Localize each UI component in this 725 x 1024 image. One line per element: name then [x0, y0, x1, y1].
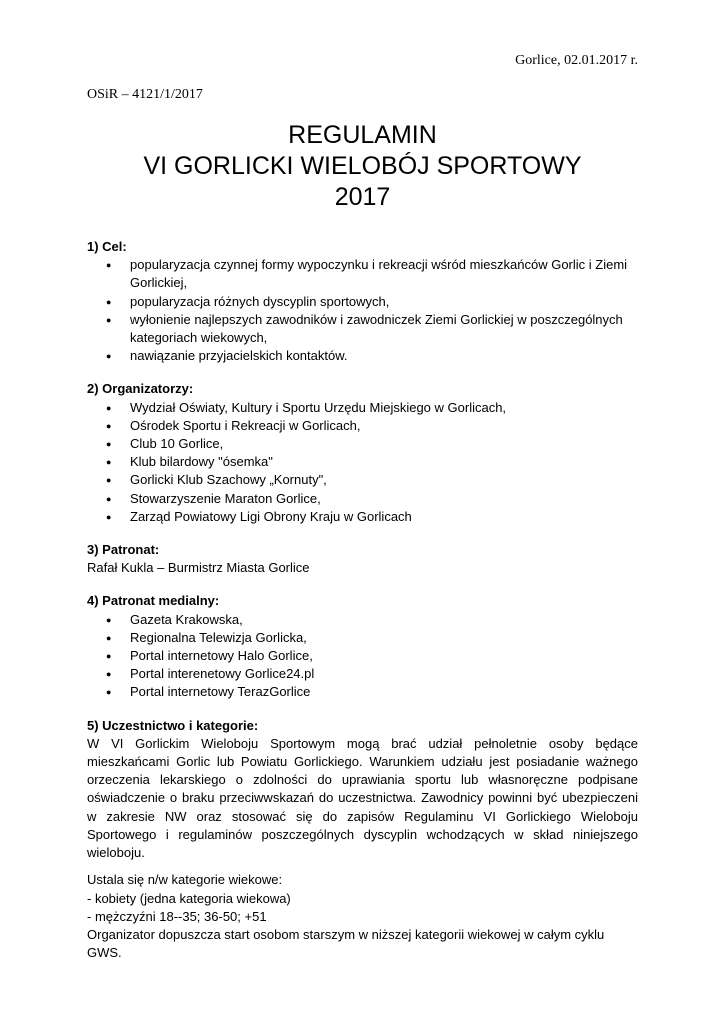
list-item: [87, 293, 638, 311]
list-item: [87, 435, 638, 453]
list-item: [87, 665, 638, 683]
document-date: Gorlice, 02.01.2017 r.: [515, 53, 638, 68]
document-title: [0, 120, 725, 213]
bullet-icon: ●: [106, 614, 112, 625]
bullet-icon: ●: [106, 351, 112, 362]
bullet-icon: ●: [106, 511, 112, 522]
list-item-text: Portal internetowy TerazGorlice: [130, 684, 311, 700]
list-item-text: Wydział Oświaty, Kultury i Sportu Urzędu Miejskiego w Gorlicach,: [130, 399, 507, 415]
participation-paragraph: W VI Gorlickim Wieloboju Sportowym mogą brać udział pełnoletnie osoby będące mieszkańcami Gorlic lub Powiatu Gorlickiego. Warunkiem udziału jest posiadanie ważnego orzeczenia lekarskiego o zdolności do uprawiania sportu lub własnoręczne podpisane oświadczenie o braku przeciwwskazań do uczestnictwa. Zawodnicy powinni być ubezpieczeni w zakresie NW oraz stosować się do zapisów Regulaminu VI Gorlickiego Wieloboju Sportowego i regulaminów poszczególnych dyscyplin wchodzących w skład niniejszego wieloboju.: [87, 735, 638, 861]
list-item-text: Portal interenetowy Gorlice24.pl: [130, 666, 315, 682]
bullet-icon: ●: [106, 402, 112, 413]
category-men: - mężczyźni 18--35; 36-50; +51: [87, 908, 267, 924]
list-item: [87, 683, 638, 701]
list-item-text: wyłonienie najlepszych zawodników i zawodniczek Ziemi Gorlickiej w poszczególnych kategoriach wiekowych,: [130, 311, 623, 346]
list-item-text: Klub bilardowy "ósemka": [130, 454, 273, 470]
list-item: [87, 611, 638, 629]
section-heading: 1) Cel:: [87, 239, 127, 254]
bullet-icon: ●: [106, 457, 112, 468]
list-item-text: nawiązanie przyjacielskich kontaktów.: [130, 348, 348, 364]
section-heading: 3) Patronat:: [87, 542, 160, 558]
document-reference-number: OSiR – 4121/1/2017: [87, 87, 203, 102]
organizers-list: [87, 399, 638, 526]
list-item-text: Portal internetowy Halo Gorlice,: [130, 648, 313, 664]
list-item: [87, 508, 638, 526]
bullet-icon: ●: [106, 296, 112, 307]
section-organizers: [87, 380, 638, 526]
list-item-text: Regionalna Telewizja Gorlicka,: [130, 629, 307, 645]
list-item: [87, 647, 638, 665]
title-line-3: 2017: [334, 183, 391, 211]
list-item: [87, 417, 638, 435]
bullet-icon: ●: [106, 260, 112, 271]
section-heading: 2) Organizatorzy:: [87, 381, 194, 397]
list-item-text: Stowarzyszenie Maraton Gorlice,: [130, 490, 321, 506]
list-item: [87, 629, 638, 647]
section-patronage: [87, 541, 638, 577]
title-line-1: REGULAMIN: [288, 121, 437, 149]
list-item-text: Gorlicki Klub Szachowy „Kornuty",: [130, 472, 327, 488]
bullet-icon: ●: [106, 420, 112, 431]
older-participants-note: Organizator dopuszcza start osobom starszym w niższej kategorii wiekowej w całym cyklu GWS.: [87, 926, 605, 961]
bullet-icon: ●: [106, 314, 112, 325]
goal-list: [87, 256, 638, 365]
category-women: - kobiety (jedna kategoria wiekowa): [87, 890, 291, 906]
media-list: [87, 611, 638, 702]
list-item-text: popularyzacja czynnej formy wypoczynku i rekreacji wśród mieszkańców Gorlic i Ziemi Gorlickiej,: [130, 257, 628, 291]
document-body: [87, 238, 638, 977]
bullet-icon: ●: [106, 632, 112, 643]
list-item: [87, 490, 638, 508]
bullet-icon: ●: [106, 651, 112, 662]
list-item: [87, 256, 638, 292]
section-media-patronage: [87, 592, 638, 701]
list-item: [87, 471, 638, 489]
section-heading: 4) Patronat medialny:: [87, 593, 220, 609]
bullet-icon: ●: [106, 687, 112, 698]
section-heading: 5) Uczestnictwo i kategorie:: [87, 717, 259, 733]
list-item: [87, 347, 638, 365]
bullet-icon: ●: [106, 475, 112, 486]
list-item-text: Club 10 Gorlice,: [130, 436, 224, 452]
list-item: [87, 453, 638, 471]
bullet-icon: ●: [106, 669, 112, 680]
list-item: [87, 311, 638, 347]
section-goal: [87, 238, 638, 365]
title-line-2: VI GORLICKI WIELOBÓJ SPORTOWY: [143, 152, 582, 180]
patronage-text: Rafał Kukla – Burmistrz Miasta Gorlice: [87, 560, 310, 576]
list-item-text: Ośrodek Sportu i Rekreacji w Gorlicach,: [130, 417, 361, 433]
list-item: [87, 399, 638, 417]
list-item-text: popularyzacja różnych dyscyplin sportowych,: [130, 293, 390, 309]
bullet-icon: ●: [106, 493, 112, 504]
list-item-text: Gazeta Krakowska,: [130, 611, 243, 627]
list-item-text: Zarząd Powiatowy Ligi Obrony Kraju w Gorlicach: [130, 508, 412, 524]
categories-intro: Ustala się n/w kategorie wiekowe:: [87, 872, 283, 888]
section-participation: [87, 717, 638, 963]
bullet-icon: ●: [106, 439, 112, 450]
